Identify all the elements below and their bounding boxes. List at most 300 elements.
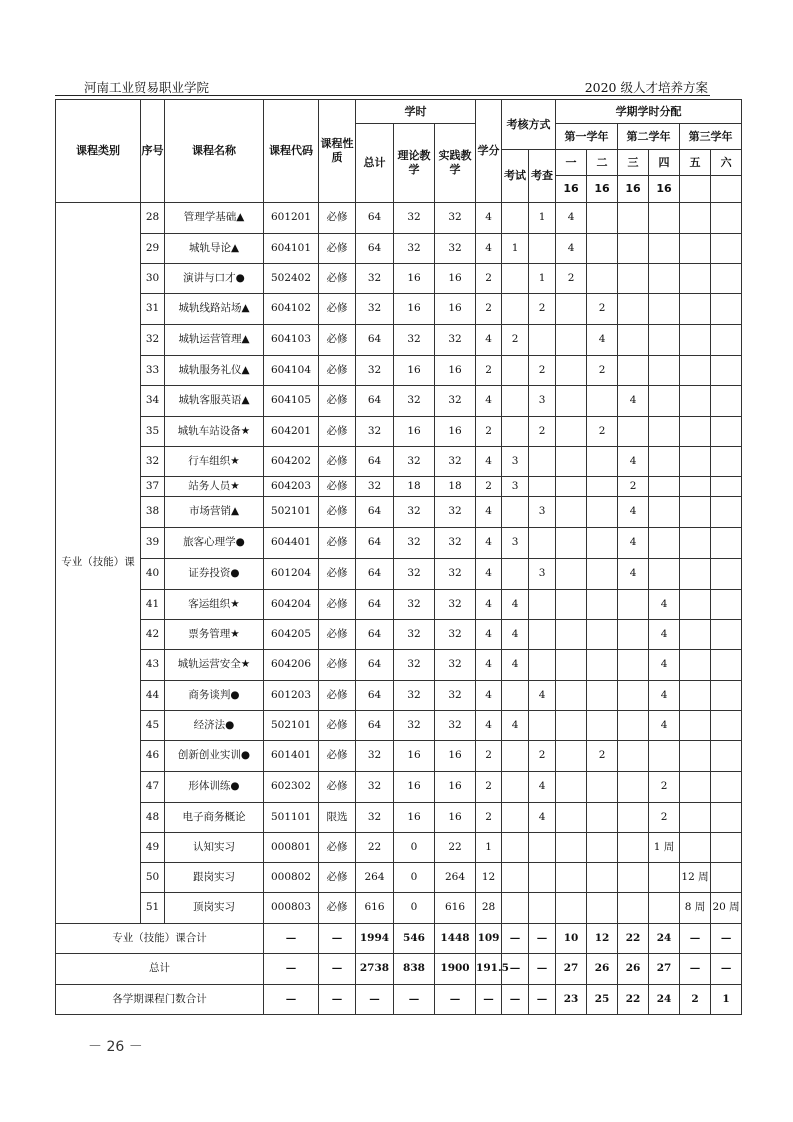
practice-hours-cell: 32 xyxy=(435,203,476,234)
summary-cell: 191.5 xyxy=(476,954,502,985)
total-hours-cell: 32 xyxy=(356,417,394,447)
summary-rows xyxy=(56,924,742,1015)
course-rows xyxy=(56,203,742,924)
term-4-cell xyxy=(649,863,680,893)
col-header-assess: 考核方式 xyxy=(502,100,556,150)
credit-cell: 2 xyxy=(476,741,502,772)
term-3-cell xyxy=(618,590,649,620)
term-4-cell: 4 xyxy=(649,590,680,620)
check-cell xyxy=(529,477,556,497)
credit-cell: 2 xyxy=(476,264,502,294)
theory-hours-cell: 32 xyxy=(394,559,435,590)
table-row xyxy=(56,356,742,386)
summary-cell: 12 xyxy=(587,924,618,954)
seq-cell: 45 xyxy=(141,711,165,741)
term-2-cell xyxy=(587,386,618,417)
col-header-weeks xyxy=(680,176,711,203)
summary-cell: — xyxy=(680,924,711,954)
term-1-cell: 2 xyxy=(556,264,587,294)
term-2-cell xyxy=(587,650,618,681)
header-plan-title: 2020 级人才培养方案 xyxy=(584,80,708,95)
col-header-year1: 第一学年 xyxy=(556,124,618,150)
practice-hours-cell: 32 xyxy=(435,447,476,477)
course-code-cell: 601201 xyxy=(264,203,319,234)
total-hours-cell: 616 xyxy=(356,893,394,924)
theory-hours-cell: 16 xyxy=(394,803,435,833)
header-rule xyxy=(55,95,710,96)
practice-hours-cell: 32 xyxy=(435,559,476,590)
total-hours-cell: 32 xyxy=(356,772,394,803)
term-5-cell xyxy=(680,386,711,417)
table-row xyxy=(56,650,742,681)
col-header-weeks: 16 xyxy=(649,176,680,203)
total-hours-cell: 32 xyxy=(356,356,394,386)
theory-hours-cell: 0 xyxy=(394,863,435,893)
summary-cell: — xyxy=(502,954,529,985)
exam-cell xyxy=(502,386,529,417)
term-2-cell xyxy=(587,528,618,559)
course-code-cell: 604201 xyxy=(264,417,319,447)
course-code-cell: 000802 xyxy=(264,863,319,893)
check-cell xyxy=(529,447,556,477)
course-name-cell: 经济法● xyxy=(165,711,264,741)
term-3-cell xyxy=(618,264,649,294)
summary-cell: 26 xyxy=(618,954,649,985)
theory-hours-cell: 32 xyxy=(394,234,435,264)
check-cell: 3 xyxy=(529,386,556,417)
term-2-cell: 4 xyxy=(587,325,618,356)
seq-cell: 44 xyxy=(141,681,165,711)
table-row xyxy=(56,477,742,497)
term-6-cell xyxy=(711,294,742,325)
seq-cell: 48 xyxy=(141,803,165,833)
practice-hours-cell: 32 xyxy=(435,386,476,417)
term-6-cell xyxy=(711,417,742,447)
summary-cell: 27 xyxy=(649,954,680,985)
table-row xyxy=(56,528,742,559)
total-hours-cell: 32 xyxy=(356,264,394,294)
practice-hours-cell: 16 xyxy=(435,803,476,833)
practice-hours-cell: 16 xyxy=(435,741,476,772)
term-4-cell xyxy=(649,477,680,497)
total-hours-cell: 64 xyxy=(356,203,394,234)
summary-cell: — xyxy=(435,985,476,1015)
exam-cell: 4 xyxy=(502,590,529,620)
term-6-cell xyxy=(711,203,742,234)
summary-cell: 1448 xyxy=(435,924,476,954)
term-2-cell xyxy=(587,234,618,264)
course-nature-cell: 必修 xyxy=(319,203,356,234)
term-3-cell xyxy=(618,356,649,386)
summary-cell: 25 xyxy=(587,985,618,1015)
check-cell xyxy=(529,234,556,264)
term-1-cell xyxy=(556,417,587,447)
term-4-cell xyxy=(649,497,680,528)
col-header-weeks: 16 xyxy=(587,176,618,203)
credit-cell: 4 xyxy=(476,203,502,234)
course-name-cell: 创新创业实训● xyxy=(165,741,264,772)
practice-hours-cell: 32 xyxy=(435,681,476,711)
term-5-cell xyxy=(680,203,711,234)
check-cell: 4 xyxy=(529,772,556,803)
course-nature-cell: 必修 xyxy=(319,559,356,590)
term-5-cell xyxy=(680,741,711,772)
seq-cell: 50 xyxy=(141,863,165,893)
term-3-cell xyxy=(618,803,649,833)
check-cell: 4 xyxy=(529,681,556,711)
course-nature-cell: 必修 xyxy=(319,264,356,294)
course-nature-cell: 必修 xyxy=(319,711,356,741)
seq-cell: 41 xyxy=(141,590,165,620)
course-name-cell: 城轨导论▲ xyxy=(165,234,264,264)
term-4-cell: 4 xyxy=(649,650,680,681)
col-header-weeks xyxy=(711,176,742,203)
theory-hours-cell: 32 xyxy=(394,497,435,528)
course-nature-cell: 必修 xyxy=(319,417,356,447)
term-3-cell xyxy=(618,893,649,924)
col-header-code: 课程代码 xyxy=(264,100,319,203)
seq-cell: 35 xyxy=(141,417,165,447)
course-name-cell: 管理学基础▲ xyxy=(165,203,264,234)
course-nature-cell: 必修 xyxy=(319,477,356,497)
credit-cell: 2 xyxy=(476,356,502,386)
course-code-cell: 604102 xyxy=(264,294,319,325)
term-6-cell: 20 周 xyxy=(711,893,742,924)
credit-cell: 4 xyxy=(476,386,502,417)
term-2-cell xyxy=(587,203,618,234)
summary-cell: 24 xyxy=(649,985,680,1015)
course-code-cell: 604105 xyxy=(264,386,319,417)
term-4-cell: 4 xyxy=(649,681,680,711)
course-name-cell: 商务谈判● xyxy=(165,681,264,711)
term-3-cell: 4 xyxy=(618,497,649,528)
term-6-cell xyxy=(711,590,742,620)
theory-hours-cell: 32 xyxy=(394,681,435,711)
col-header-seq: 序号 xyxy=(141,100,165,203)
term-1-cell xyxy=(556,803,587,833)
check-cell xyxy=(529,863,556,893)
summary-cell: 838 xyxy=(394,954,435,985)
check-cell: 2 xyxy=(529,294,556,325)
theory-hours-cell: 32 xyxy=(394,386,435,417)
practice-hours-cell: 32 xyxy=(435,711,476,741)
term-6-cell xyxy=(711,681,742,711)
term-4-cell xyxy=(649,356,680,386)
course-nature-cell: 必修 xyxy=(319,620,356,650)
seq-cell: 30 xyxy=(141,264,165,294)
course-code-cell: 604203 xyxy=(264,477,319,497)
summary-cell: 26 xyxy=(587,954,618,985)
course-name-cell: 市场营销▲ xyxy=(165,497,264,528)
term-3-cell xyxy=(618,711,649,741)
term-6-cell xyxy=(711,264,742,294)
credit-cell: 28 xyxy=(476,893,502,924)
check-cell: 2 xyxy=(529,417,556,447)
col-header-term: 三 xyxy=(618,150,649,176)
table-row xyxy=(56,620,742,650)
total-hours-cell: 22 xyxy=(356,833,394,863)
term-3-cell xyxy=(618,325,649,356)
course-nature-cell: 必修 xyxy=(319,863,356,893)
theory-hours-cell: 0 xyxy=(394,833,435,863)
practice-hours-cell: 32 xyxy=(435,590,476,620)
summary-cell: — xyxy=(529,924,556,954)
col-header-credit: 学分 xyxy=(476,100,502,203)
table-row xyxy=(56,559,742,590)
course-code-cell: 602302 xyxy=(264,772,319,803)
check-cell: 2 xyxy=(529,356,556,386)
course-name-cell: 客运组织★ xyxy=(165,590,264,620)
course-nature-cell: 必修 xyxy=(319,590,356,620)
term-3-cell xyxy=(618,772,649,803)
table-row xyxy=(56,833,742,863)
total-hours-cell: 64 xyxy=(356,559,394,590)
summary-cell: — xyxy=(680,954,711,985)
term-3-cell: 4 xyxy=(618,559,649,590)
term-2-cell xyxy=(587,681,618,711)
exam-cell: 4 xyxy=(502,711,529,741)
seq-cell: 39 xyxy=(141,528,165,559)
term-3-cell: 4 xyxy=(618,447,649,477)
summary-label: 专业（技能）课合计 xyxy=(56,924,264,954)
practice-hours-cell: 16 xyxy=(435,264,476,294)
term-1-cell xyxy=(556,681,587,711)
theory-hours-cell: 32 xyxy=(394,590,435,620)
course-code-cell: 502402 xyxy=(264,264,319,294)
course-nature-cell: 必修 xyxy=(319,325,356,356)
term-6-cell xyxy=(711,863,742,893)
col-header-year2: 第二学年 xyxy=(618,124,680,150)
term-5-cell xyxy=(680,356,711,386)
course-name-cell: 演讲与口才● xyxy=(165,264,264,294)
exam-cell xyxy=(502,772,529,803)
total-hours-cell: 64 xyxy=(356,620,394,650)
course-name-cell: 城轨服务礼仪▲ xyxy=(165,356,264,386)
exam-cell xyxy=(502,294,529,325)
credit-cell: 4 xyxy=(476,528,502,559)
col-header-term: 六 xyxy=(711,150,742,176)
course-nature-cell: 限选 xyxy=(319,803,356,833)
term-1-cell xyxy=(556,772,587,803)
col-header-distribution: 学期学时分配 xyxy=(556,100,742,124)
page-number: － 26 － xyxy=(88,1039,143,1055)
term-4-cell xyxy=(649,234,680,264)
course-name-cell: 城轨客服英语▲ xyxy=(165,386,264,417)
term-2-cell xyxy=(587,711,618,741)
exam-cell: 4 xyxy=(502,650,529,681)
theory-hours-cell: 18 xyxy=(394,477,435,497)
total-hours-cell: 64 xyxy=(356,528,394,559)
check-cell xyxy=(529,893,556,924)
total-hours-cell: 32 xyxy=(356,294,394,325)
term-1-cell xyxy=(556,620,587,650)
check-cell: 1 xyxy=(529,264,556,294)
summary-cell: 22 xyxy=(618,924,649,954)
theory-hours-cell: 32 xyxy=(394,620,435,650)
exam-cell xyxy=(502,559,529,590)
term-3-cell xyxy=(618,294,649,325)
course-name-cell: 电子商务概论 xyxy=(165,803,264,833)
table-row xyxy=(56,803,742,833)
seq-cell: 47 xyxy=(141,772,165,803)
term-3-cell xyxy=(618,833,649,863)
course-code-cell: 000803 xyxy=(264,893,319,924)
term-2-cell xyxy=(587,497,618,528)
seq-cell: 34 xyxy=(141,386,165,417)
total-hours-cell: 64 xyxy=(356,590,394,620)
term-5-cell xyxy=(680,497,711,528)
summary-row xyxy=(56,985,742,1015)
col-header-term: 五 xyxy=(680,150,711,176)
term-5-cell xyxy=(680,477,711,497)
course-nature-cell: 必修 xyxy=(319,234,356,264)
term-1-cell xyxy=(556,590,587,620)
term-2-cell xyxy=(587,803,618,833)
term-6-cell xyxy=(711,741,742,772)
term-6-cell xyxy=(711,650,742,681)
theory-hours-cell: 16 xyxy=(394,772,435,803)
practice-hours-cell: 22 xyxy=(435,833,476,863)
summary-cell: — xyxy=(264,924,319,954)
course-name-cell: 行车组织★ xyxy=(165,447,264,477)
term-3-cell xyxy=(618,741,649,772)
theory-hours-cell: 32 xyxy=(394,325,435,356)
table-row xyxy=(56,681,742,711)
total-hours-cell: 264 xyxy=(356,863,394,893)
summary-cell: — xyxy=(356,985,394,1015)
course-code-cell: 000801 xyxy=(264,833,319,863)
term-1-cell xyxy=(556,356,587,386)
term-4-cell xyxy=(649,447,680,477)
check-cell xyxy=(529,528,556,559)
theory-hours-cell: 16 xyxy=(394,417,435,447)
table-row xyxy=(56,294,742,325)
term-4-cell xyxy=(649,559,680,590)
summary-cell: — xyxy=(394,985,435,1015)
term-5-cell xyxy=(680,590,711,620)
total-hours-cell: 32 xyxy=(356,477,394,497)
seq-cell: 42 xyxy=(141,620,165,650)
practice-hours-cell: 264 xyxy=(435,863,476,893)
term-1-cell xyxy=(556,497,587,528)
summary-label: 总计 xyxy=(56,954,264,985)
practice-hours-cell: 16 xyxy=(435,294,476,325)
table-row xyxy=(56,772,742,803)
term-6-cell xyxy=(711,356,742,386)
col-header-check: 考查 xyxy=(529,150,556,203)
theory-hours-cell: 16 xyxy=(394,741,435,772)
term-4-cell xyxy=(649,893,680,924)
theory-hours-cell: 32 xyxy=(394,711,435,741)
practice-hours-cell: 32 xyxy=(435,620,476,650)
check-cell xyxy=(529,620,556,650)
course-nature-cell: 必修 xyxy=(319,386,356,417)
course-code-cell: 604205 xyxy=(264,620,319,650)
table-row xyxy=(56,893,742,924)
summary-cell: 546 xyxy=(394,924,435,954)
summary-cell: 24 xyxy=(649,924,680,954)
exam-cell xyxy=(502,356,529,386)
theory-hours-cell: 0 xyxy=(394,893,435,924)
practice-hours-cell: 32 xyxy=(435,650,476,681)
course-nature-cell: 必修 xyxy=(319,528,356,559)
seq-cell: 28 xyxy=(141,203,165,234)
term-1-cell xyxy=(556,528,587,559)
seq-cell: 46 xyxy=(141,741,165,772)
exam-cell xyxy=(502,833,529,863)
credit-cell: 2 xyxy=(476,772,502,803)
credit-cell: 1 xyxy=(476,833,502,863)
course-name-cell: 城轨运营管理▲ xyxy=(165,325,264,356)
exam-cell xyxy=(502,264,529,294)
term-3-cell xyxy=(618,417,649,447)
course-nature-cell: 必修 xyxy=(319,893,356,924)
exam-cell xyxy=(502,681,529,711)
term-4-cell xyxy=(649,325,680,356)
term-3-cell xyxy=(618,620,649,650)
seq-cell: 31 xyxy=(141,294,165,325)
seq-cell: 49 xyxy=(141,833,165,863)
summary-cell: — xyxy=(264,954,319,985)
check-cell xyxy=(529,833,556,863)
seq-cell: 37 xyxy=(141,477,165,497)
exam-cell: 3 xyxy=(502,528,529,559)
course-code-cell: 601401 xyxy=(264,741,319,772)
exam-cell: 3 xyxy=(502,447,529,477)
term-2-cell xyxy=(587,833,618,863)
seq-cell: 33 xyxy=(141,356,165,386)
course-nature-cell: 必修 xyxy=(319,681,356,711)
col-header-hours: 学时 xyxy=(356,100,476,124)
summary-cell: 1900 xyxy=(435,954,476,985)
course-name-cell: 城轨运营安全★ xyxy=(165,650,264,681)
col-header-term: 一 xyxy=(556,150,587,176)
total-hours-cell: 64 xyxy=(356,447,394,477)
term-3-cell: 4 xyxy=(618,386,649,417)
course-code-cell: 604104 xyxy=(264,356,319,386)
summary-label: 各学期课程门数合计 xyxy=(56,985,264,1015)
term-2-cell xyxy=(587,447,618,477)
table-row xyxy=(56,447,742,477)
table-row xyxy=(56,203,742,234)
term-2-cell xyxy=(587,559,618,590)
term-4-cell xyxy=(649,386,680,417)
practice-hours-cell: 32 xyxy=(435,325,476,356)
course-nature-cell: 必修 xyxy=(319,294,356,325)
term-3-cell xyxy=(618,863,649,893)
theory-hours-cell: 16 xyxy=(394,294,435,325)
term-4-cell xyxy=(649,528,680,559)
exam-cell xyxy=(502,497,529,528)
summary-cell: — xyxy=(711,924,742,954)
term-2-cell xyxy=(587,620,618,650)
term-2-cell: 2 xyxy=(587,294,618,325)
term-1-cell xyxy=(556,447,587,477)
term-5-cell xyxy=(680,325,711,356)
summary-cell: 22 xyxy=(618,985,649,1015)
course-name-cell: 旅客心理学● xyxy=(165,528,264,559)
summary-cell: — xyxy=(711,954,742,985)
term-6-cell xyxy=(711,711,742,741)
summary-row xyxy=(56,954,742,985)
term-6-cell xyxy=(711,447,742,477)
term-4-cell: 4 xyxy=(649,620,680,650)
course-nature-cell: 必修 xyxy=(319,447,356,477)
credit-cell: 2 xyxy=(476,803,502,833)
summary-cell: — xyxy=(529,954,556,985)
practice-hours-cell: 16 xyxy=(435,417,476,447)
table-row xyxy=(56,741,742,772)
